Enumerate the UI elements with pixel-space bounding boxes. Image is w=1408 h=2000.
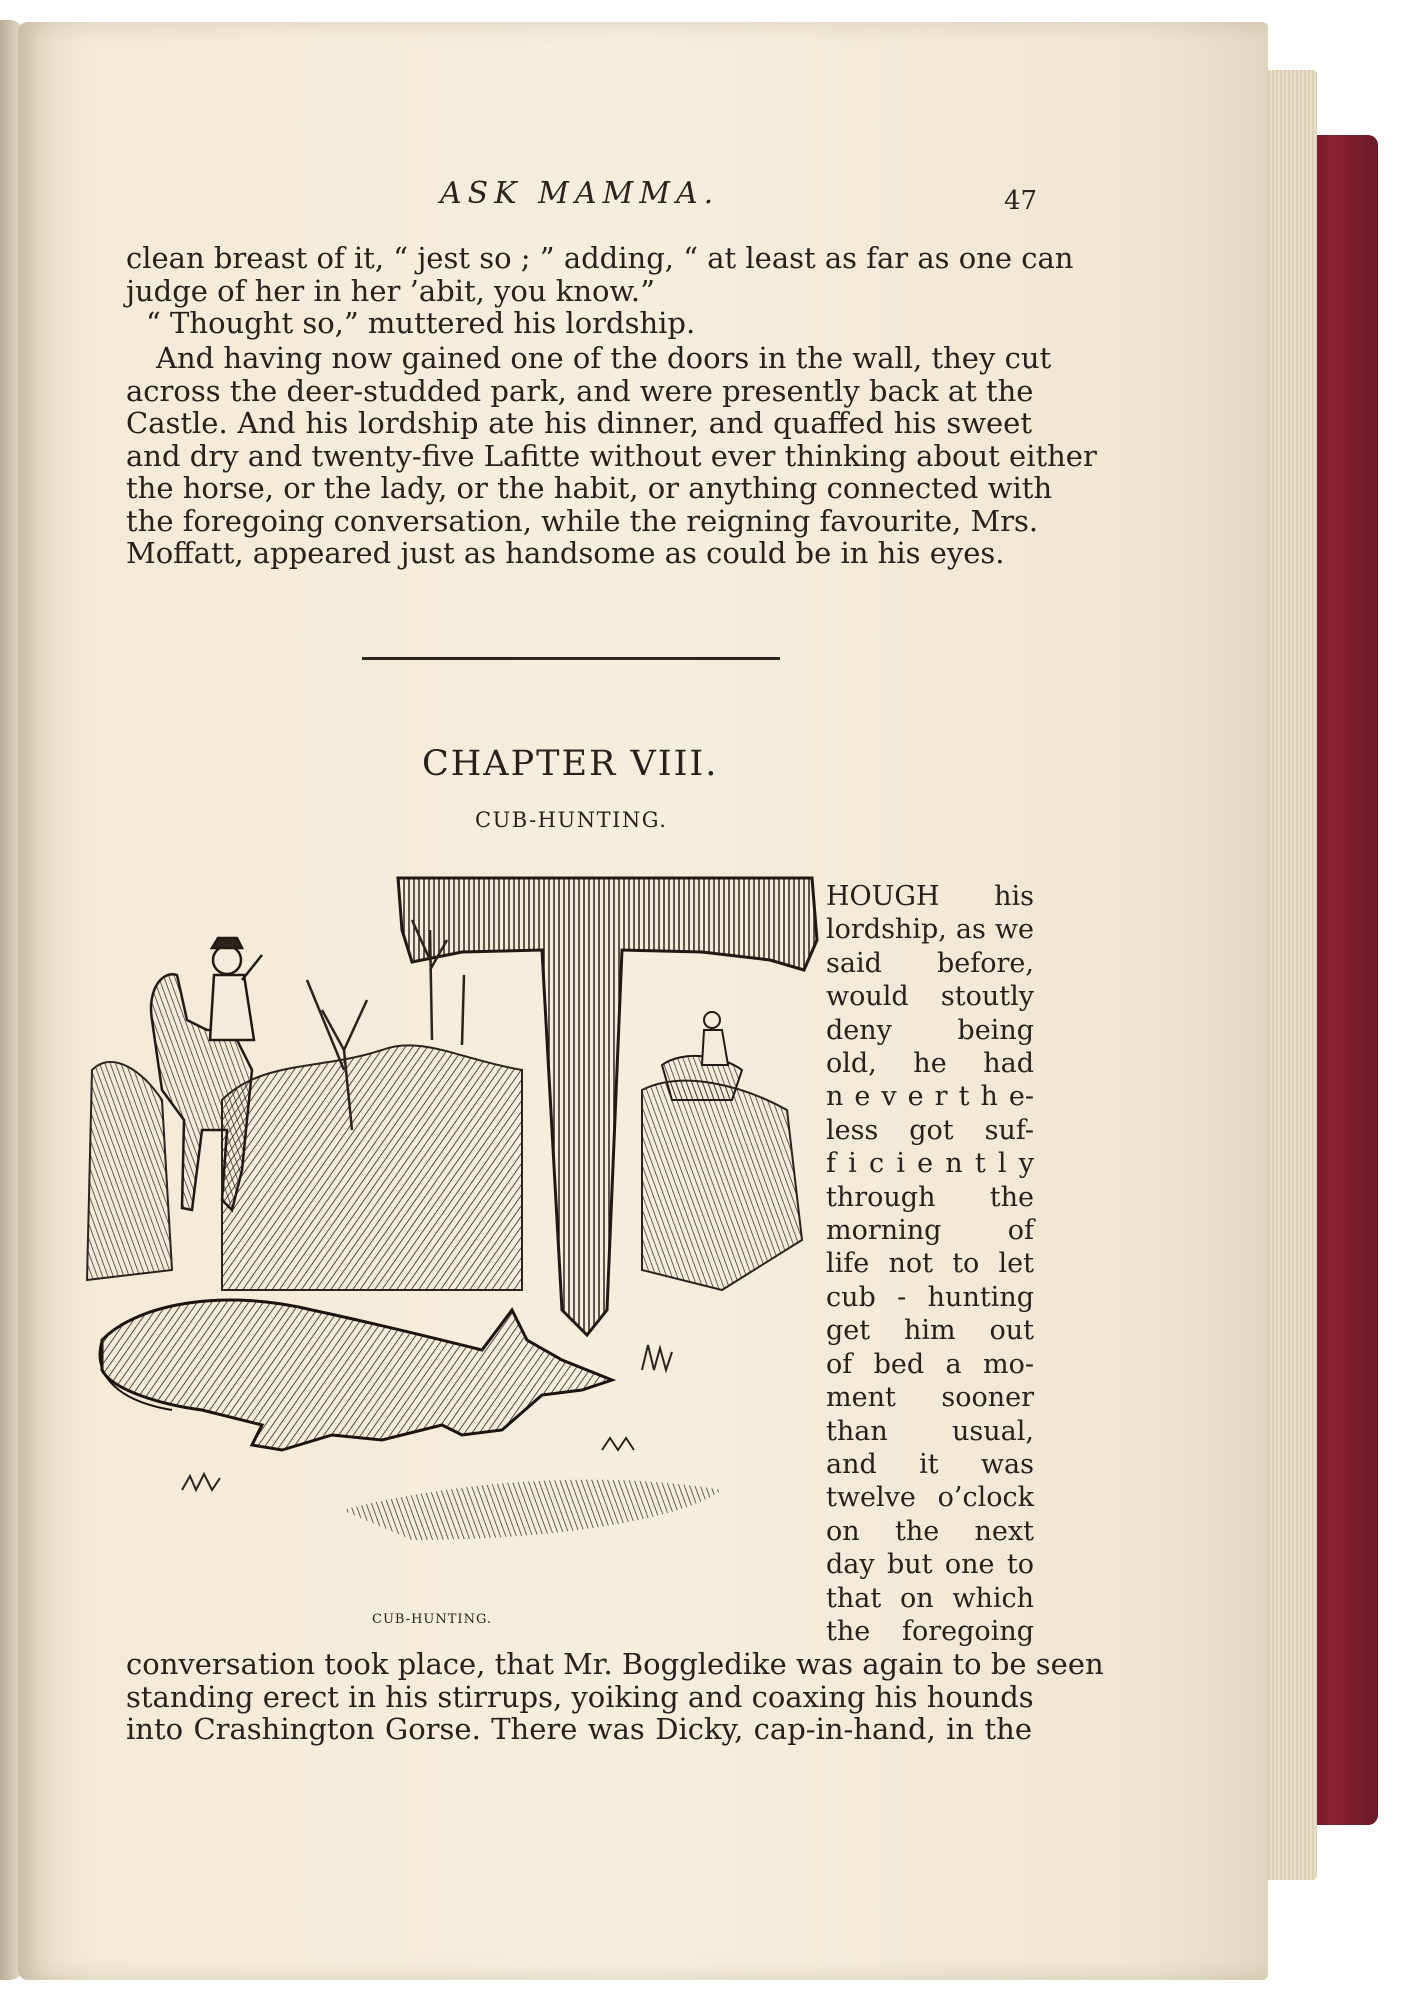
cub-hunting-engraving <box>82 870 822 1590</box>
text-line: day but one to <box>826 1549 1034 1581</box>
top-paragraph <box>126 241 1074 340</box>
text-line: morning of <box>826 1215 1034 1247</box>
text-line: said before, <box>826 947 1034 979</box>
text-line: “ Thought so,” muttered his lordship. <box>146 306 696 340</box>
hedgerow <box>222 1045 522 1290</box>
closing-paragraph <box>126 1647 1104 1746</box>
text-line: less got suf- <box>826 1114 1034 1146</box>
fox <box>100 1300 612 1450</box>
text-line: ment sooner <box>826 1382 1034 1414</box>
text-line: twelve o’clock <box>826 1482 1034 1514</box>
distant-rider <box>662 1012 742 1100</box>
text-line: deny being <box>826 1014 1034 1046</box>
text-line: the foregoing <box>826 1615 1034 1647</box>
text-line: f i c i e n t l y <box>826 1148 1034 1180</box>
text-line: the foregoing conversation, while the reigning favourite, Mrs. <box>126 503 1039 538</box>
page-number: 47 <box>1004 186 1038 216</box>
text-line: lordship, as we <box>826 914 1034 946</box>
text-line: get him out <box>826 1315 1034 1347</box>
text-line: across the deer-studded park, and were presently back at the <box>126 373 1034 408</box>
right-hedgerow <box>642 1081 802 1290</box>
text-line: life not to let <box>826 1248 1034 1280</box>
left-bushes <box>87 1062 172 1280</box>
text-line: through the <box>826 1181 1034 1213</box>
second-paragraph <box>126 341 1097 570</box>
chapter-subtitle: CUB-HUNTING. <box>475 808 668 832</box>
text-line: into Crashington Gorse. There was Dicky, cap-in-hand, in the <box>126 1712 1032 1746</box>
page-block-edges <box>1262 70 1317 1880</box>
text-line: standing erect in his stirrups, yoiking and coaxing his hounds <box>126 1679 1034 1714</box>
text-line: of bed a mo- <box>826 1348 1034 1380</box>
text-line: than usual, <box>826 1415 1034 1447</box>
section-divider <box>362 657 780 660</box>
text-line: clean breast of it, “ jest so ; ” adding, “ at least as far as one can <box>126 241 1074 275</box>
illustration-caption: CUB-HUNTING. <box>372 1612 492 1627</box>
text-line: on the next <box>826 1515 1034 1547</box>
ground-shadow <box>342 1480 722 1540</box>
text-line: the horse, or the lady, or the habit, or anything connected with <box>126 471 1053 505</box>
text-line: old, he had <box>826 1048 1034 1080</box>
text-line: judge of her in her ’abit, you know.” <box>126 273 655 308</box>
text-line: that on which <box>826 1582 1034 1614</box>
chapter-title: CHAPTER VIII. <box>422 744 719 784</box>
text-line: Castle. And his lordship ate his dinner, and quaffed his sweet <box>126 406 1032 440</box>
drop-cap-paragraph <box>826 880 1034 1648</box>
drop-cap-letter: T <box>82 870 83 871</box>
text-line: n e v e r t h e- <box>826 1081 1034 1113</box>
text-line: HOUGH his <box>826 881 1034 912</box>
running-head: ASK MAMMA. <box>440 176 720 211</box>
text-line: would stoutly <box>826 981 1034 1013</box>
text-line: conversation took place, that Mr. Boggledike was again to be seen <box>126 1647 1104 1681</box>
text-line: And having now gained one of the doors in the wall, they cut <box>156 341 1052 375</box>
text-line: Moffatt, appeared just as handsome as could be in his eyes. <box>126 536 1005 570</box>
text-line: cub - hunting <box>826 1281 1034 1313</box>
text-line: and dry and twenty-five Lafitte without ever thinking about either <box>126 438 1097 473</box>
text-line: and it was <box>826 1448 1034 1480</box>
